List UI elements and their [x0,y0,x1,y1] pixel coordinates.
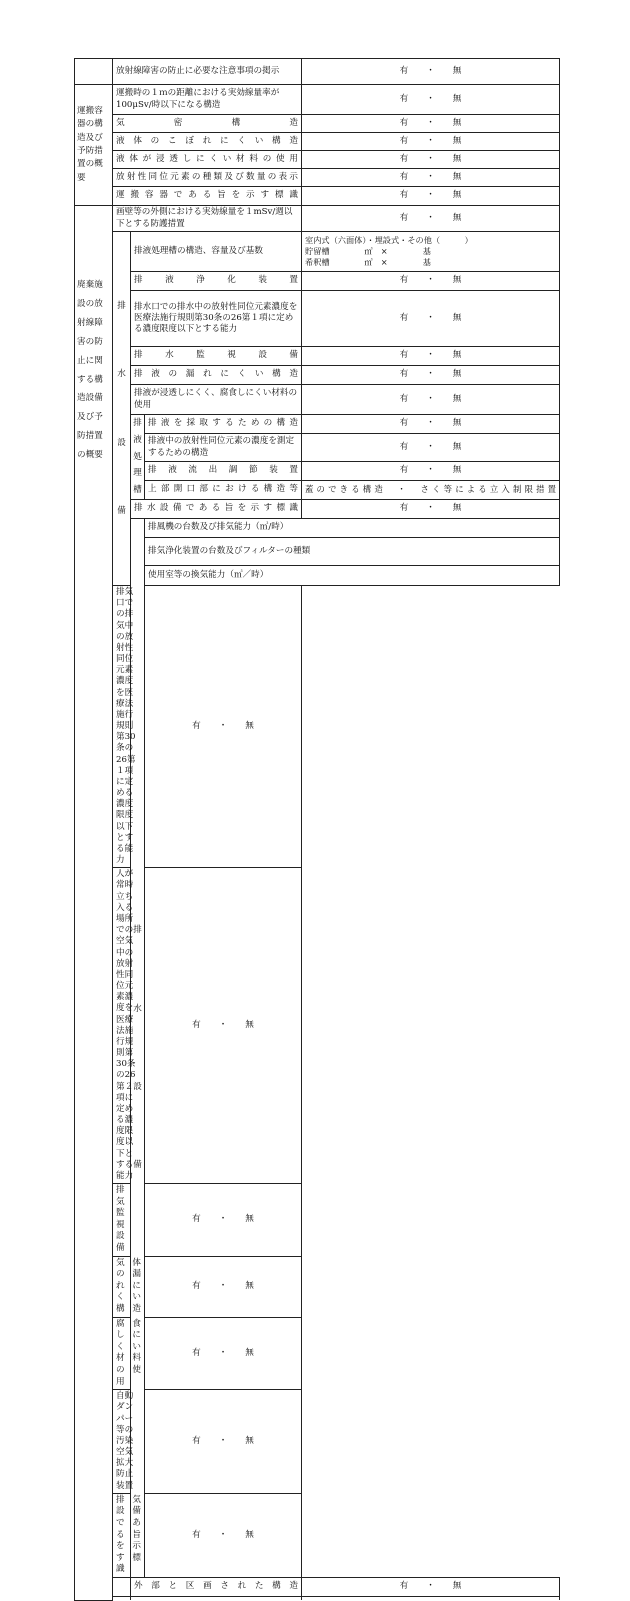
exhaust-outlet-concentration-value[interactable]: 有 ・ 無 [145,586,302,868]
sampling-structure-label: 排液を採取するための構造 [145,415,302,434]
container-spill-label: 液体のこぼれにくい構造 [113,133,302,151]
purifier-value[interactable]: 有 ・ 無 [302,272,560,291]
container-material-value[interactable]: 有 ・ 無 [302,151,560,169]
partition-structure-value[interactable]: 有 ・ 無 [302,1577,560,1596]
shield-value[interactable]: 有 ・ 無 [302,206,560,232]
container-sign-value[interactable]: 有 ・ 無 [302,187,560,206]
container-airtight-value[interactable]: 有 ・ 無 [302,115,560,133]
container-isotope-value[interactable]: 有 ・ 無 [302,169,560,187]
drain-monitor-value[interactable]: 有 ・ 無 [302,347,560,366]
tank-structure-value[interactable]: 室内式（六面体）・埋設式・その他（ ） 貯留槽 ㎥ × 基 希釈槽 ㎥ × 基 [302,232,560,272]
processing-tank-label: 排 液 処 理 槽 [131,415,145,500]
drainage-equipment-label: 排 水 設 備 [113,232,131,586]
exhaust-outlet-concentration-label: 排気口での排気中の放射性同位元素濃度を医療法施行規則第30条の26第１項に定める濃度限度以下とする能力 [113,586,145,868]
blank-section-cell [75,59,113,85]
shield-label: 画壁等の外側における実効線量を１mSv/週以下とする防護措置 [113,206,302,232]
waste-section-header: 廃棄施設の放射線障害の防止に関する構造設備及び予防措置の概要 [75,206,113,1601]
drain-material-label: 排液が浸透しにくく、腐食しにくい材料の使用 [131,385,302,415]
outflow-regulator-label: 排 液 流 出 調 節 装 置 [145,462,302,481]
container-spill-value[interactable]: 有 ・ 無 [302,133,560,151]
gas-leak-label: 気体の漏れにくい構造 [113,1256,145,1317]
container-dose-rate-label: 運搬時の１ｍの距離における実効線量率が100μSv/時以下になる構造 [113,85,302,115]
notice-posting-value[interactable]: 有 ・ 無 [302,59,560,85]
continuation-cell [131,1596,302,1600]
inspection-form-table [74,58,560,1601]
drain-leak-label: 排液の漏れにくい構造 [131,366,302,385]
exhaust-sign-value[interactable]: 有 ・ 無 [145,1493,302,1577]
damper-label: 自動ダンパー等の汚染空気拡大防止装置 [113,1390,145,1494]
container-isotope-label: 放射性同位元素の種類及び数量の表示 [113,169,302,187]
notice-posting-label: 放射線障害の防止に必要な注意事項の掲示 [113,59,302,85]
drain-monitor-label: 排 水 監 視 設 備 [131,347,302,366]
container-sign-label: 運搬容器である旨を示す標識 [113,187,302,206]
drain-sign-value[interactable]: 有 ・ 無 [302,500,560,519]
container-airtight-label: 気 密 構 造 [113,115,302,133]
damper-value[interactable]: 有 ・ 無 [145,1390,302,1494]
drain-sign-label: 排水設備である旨を示す標識 [131,500,302,519]
exhaust-equipment-label: 排 水 設 備 [131,519,145,1578]
gas-leak-value[interactable]: 有 ・ 無 [145,1256,302,1317]
drain-material-value[interactable]: 有 ・ 無 [302,385,560,415]
measuring-structure-label: 排液中の放射性同位元素の濃度を測定するための構造 [145,434,302,462]
sampling-structure-value[interactable]: 有 ・ 無 [302,415,560,434]
tank-structure-label: 排液処理槽の構造、容量及び基数 [131,232,302,272]
upper-opening-label: 上部開口部における構造等 [145,481,302,500]
air-concentration-value[interactable]: 有 ・ 無 [145,868,302,1184]
exhaust-monitor-label: 排 気 監 視 設 備 [113,1184,145,1257]
continuation-cell [113,1596,131,1600]
upper-opening-value[interactable]: 蓋のできる構造 ・ さく等による立入制限措置 [302,481,560,500]
container-section-header: 運搬容器の構造及び予防措置の概要 [75,85,113,206]
container-dose-rate-value[interactable]: 有 ・ 無 [302,85,560,115]
outlet-concentration-label: 排水口での排水中の放射性同位元素濃度を医療法施行規則第30条の26第１項に定める濃度限度以下とする能力 [131,291,302,347]
container-material-label: 液体が浸透しにくい材料の使用 [113,151,302,169]
fan-capacity-label: 排風機の台数及び排気能力（㎥/時） [145,519,560,538]
corrosion-material-value[interactable]: 有 ・ 無 [145,1317,302,1390]
measuring-structure-value[interactable]: 有 ・ 無 [302,434,560,462]
ventilation-capacity-label: 使用室等の換気能力（㎥／時） [145,566,560,586]
exhaust-filter-label: 排気浄化装置の台数及びフィルターの種類 [145,538,560,566]
next-block-label [113,1577,131,1596]
exhaust-sign-label: 排気設備である旨を示す標識 [113,1493,145,1577]
partition-structure-label: 外部と区画された構造 [131,1577,302,1596]
outlet-concentration-value[interactable]: 有 ・ 無 [302,291,560,347]
continuation-cell [302,1596,560,1600]
exhaust-monitor-value[interactable]: 有 ・ 無 [145,1184,302,1257]
purifier-label: 排 液 浄 化 装 置 [131,272,302,291]
drain-leak-value[interactable]: 有 ・ 無 [302,366,560,385]
outflow-regulator-value[interactable]: 有 ・ 無 [302,462,560,481]
air-concentration-label: 人が常時立ち入る場所での空気中の放射性同位元素濃度を医療法施行規則第30条の26第２項に定める濃度限度以下とする能力 [113,868,145,1184]
corrosion-material-label: 腐食しにくい材料の使用 [113,1317,145,1390]
